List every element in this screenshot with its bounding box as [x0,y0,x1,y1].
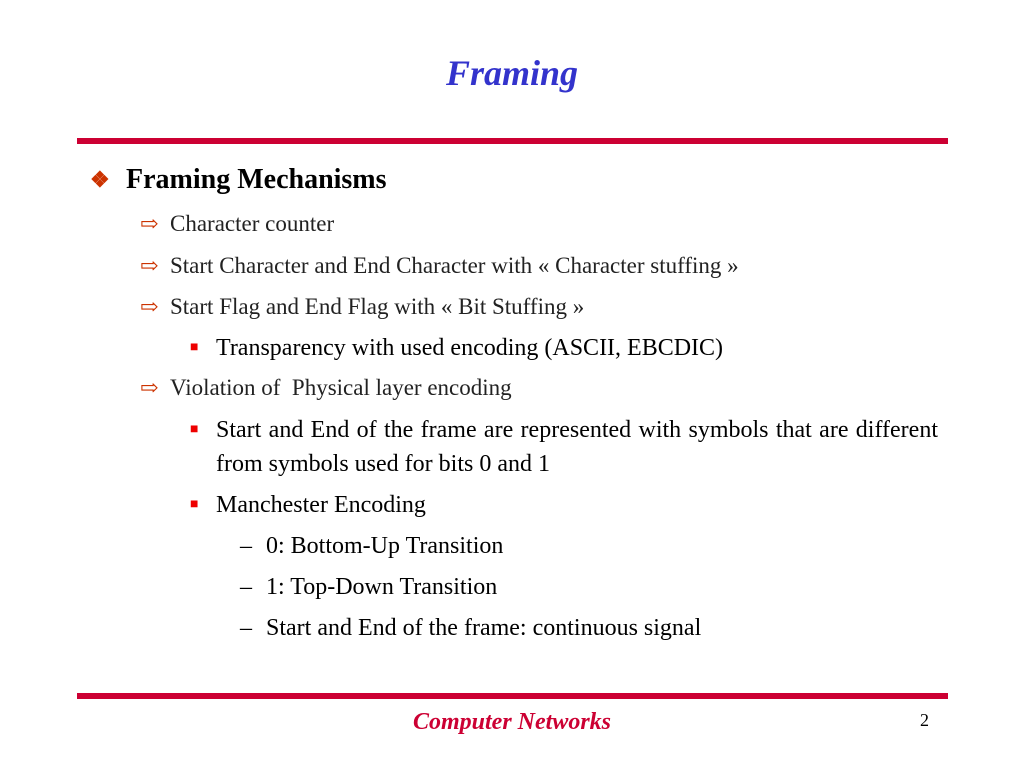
dash-icon: – [240,615,252,641]
arrow-right-icon: ⇨ [140,375,159,400]
heading-bullet [90,162,387,198]
slide-title: Framing [445,53,579,93]
list-item [140,251,739,281]
list-item-text: Transparency with used encoding (ASCII, EBCDIC) [216,335,724,361]
square-bullet-icon: ■ [190,340,199,355]
list-item-text: Violation of Physical layer encoding [170,375,512,400]
list-item-text: Character counter [170,211,335,236]
heading-text: Framing Mechanisms [126,164,387,195]
bottom-divider [77,693,948,699]
list-item-text: Start and End of the frame: continuous signal [266,615,702,641]
arrow-right-icon: ⇨ [140,294,159,319]
diamond-cluster-icon: ❖ [90,167,110,192]
square-bullet-icon: ■ [190,422,199,437]
arrow-right-icon: ⇨ [140,253,159,278]
dash-icon: – [240,574,252,600]
list-item [190,331,938,365]
list-item [190,413,938,481]
list-item-text: 0: Bottom-Up Transition [266,533,504,559]
dash-icon: – [240,533,252,559]
square-bullet-icon: ■ [190,497,199,512]
list-item-text: Manchester Encoding [216,492,426,518]
list-item [140,373,512,403]
top-divider [77,138,948,144]
list-item-text: Start and End of the frame are represented with symbols that are different from symbols used for bits 0 and 1 [216,417,938,477]
list-item-text: Start Character and End Character with « Character stuffing » [170,253,739,278]
footer-title: Computer Networks [412,709,612,735]
arrow-right-icon: ⇨ [140,211,159,236]
list-item-text: 1: Top-Down Transition [266,574,498,600]
list-item [240,529,503,563]
list-item [240,611,701,645]
list-item-text: Start Flag and End Flag with « Bit Stuffing » [170,294,585,319]
list-item [190,488,938,522]
list-item [140,209,334,239]
page-number: 2 [920,710,929,730]
list-item [140,292,584,322]
list-item [240,570,497,604]
